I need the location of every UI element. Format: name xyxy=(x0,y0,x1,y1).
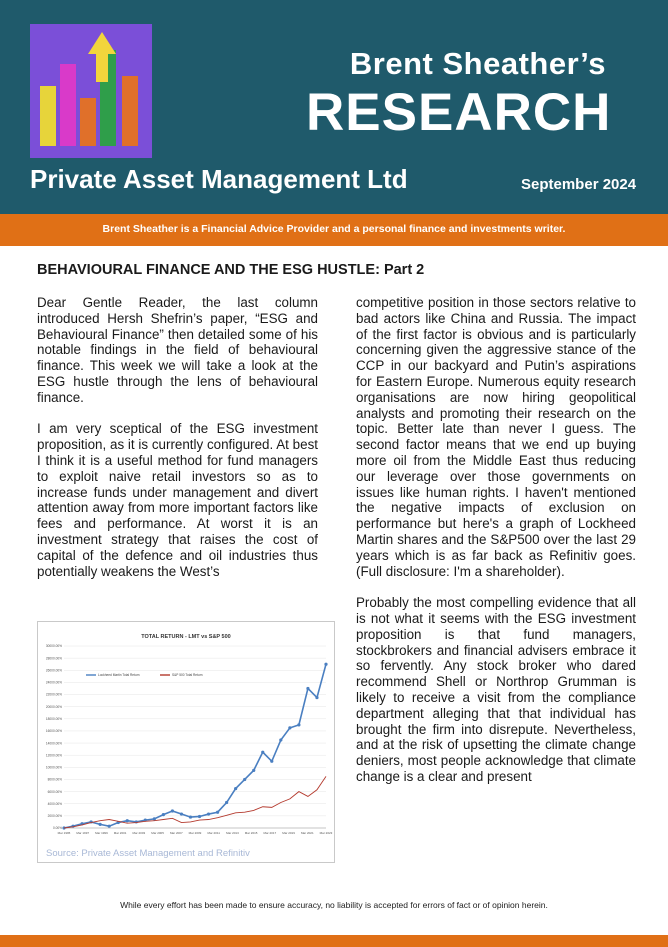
data-point xyxy=(234,787,237,790)
x-tick-label: Mar 1995 xyxy=(57,831,71,835)
data-point xyxy=(324,663,327,666)
x-tick-label: Mar 2013 xyxy=(226,831,239,835)
y-tick-label: 0.00% xyxy=(52,826,62,831)
x-tick-label: Mar 2011 xyxy=(207,831,220,835)
y-tick-label: 12000.00% xyxy=(45,753,62,758)
series-line xyxy=(64,664,326,828)
y-tick-label: 18000.00% xyxy=(45,717,62,721)
legend-label: S&P 500 Total Return xyxy=(172,673,203,678)
data-point xyxy=(279,738,282,741)
paragraph: Dear Gentle Reader, the last column introduced Hersh Shefrin’s paper, “ESG and Behavioural Finance” then detailed some of his notable findings in the field of behavioural finance. This week we will take a look at the ESG hustle through the lens of behavioural finance. xyxy=(37,295,318,405)
y-tick-label: 30000.00% xyxy=(45,644,62,649)
brand-name: Brent Sheather’s xyxy=(349,46,606,81)
y-tick-label: 24000.00% xyxy=(45,680,62,685)
data-point xyxy=(252,769,255,772)
data-point xyxy=(288,726,291,729)
data-point xyxy=(306,687,309,690)
chart-title: TOTAL RETURN - LMT vs S&P 500 xyxy=(141,634,231,640)
y-tick-label: 6000.00% xyxy=(47,789,62,794)
series-line xyxy=(64,776,326,828)
company-name: Private Asset Management Ltd xyxy=(30,164,408,194)
tagline: Brent Sheather is a Financial Advice Provider and a personal finance and investments writer. xyxy=(102,223,566,235)
data-point xyxy=(207,812,210,815)
x-tick-label: Mar 2021 xyxy=(300,831,314,835)
x-tick-label: Mar 2009 xyxy=(188,831,202,835)
data-point xyxy=(99,823,102,826)
y-tick-label: 2000.00% xyxy=(47,814,62,819)
data-point xyxy=(198,815,201,818)
y-tick-label: 10000.00% xyxy=(45,765,62,770)
paragraph: competitive position in those sectors relative to bad actors like China and Russia. The impact of the first factor is obvious and is particularly concerning given the aggressive stance of the CCP in our backyard and Putin’s aspirations for Eastern Europe. Numerous equity research organisations are now hiring geopolitical analysts and promoting their research on the topic. Better late than never I guess. The second factor means that we end up buying more oil from the Middle East thus reducing our leverage over those governments on issues like human rights. I haven't mentioned the negative impacts of exclusion on performance but here's a graph of Lockheed Martin shares and the S&P500 over the last 29 years which is as far back as Refinitiv goes. (Full disclosure: I'm a shareholder). xyxy=(356,295,636,579)
data-point xyxy=(225,801,228,804)
data-point xyxy=(243,778,246,781)
disclaimer: While every effort has been made to ensure accuracy, no liability is accepted for errors of fact or of opinion herein. xyxy=(120,900,548,910)
y-tick-label: 22000.00% xyxy=(45,692,62,697)
data-point xyxy=(261,751,264,754)
x-tick-label: Mar 2023 xyxy=(319,831,333,835)
data-point xyxy=(189,815,192,818)
article-title: BEHAVIOURAL FINANCE AND THE ESG HUSTLE: Part 2 xyxy=(37,262,425,278)
x-tick-label: Mar 1997 xyxy=(76,831,90,835)
data-point xyxy=(315,696,318,699)
x-tick-label: Mar 2017 xyxy=(263,831,277,835)
y-axis-ticks xyxy=(46,644,62,830)
data-point xyxy=(171,809,174,812)
masthead xyxy=(0,0,668,214)
chart-svg xyxy=(38,622,334,862)
chart-series xyxy=(62,663,327,830)
data-point xyxy=(108,825,111,828)
paragraph: Probably the most compelling evidence that all is not what it seems with the ESG investment proposition is that fund managers, stockbrokers and financial advisers embrace it so fervently. Any stock broker who dared recommend Shell or Northrop Grumman is likely to receive a visit from the compliance department alleging that that individual has brought the firm into disrepute. Nevertheless, and at the risk of upsetting the climate change deniers, most people acknowledge that climate change is a clear and present xyxy=(356,595,636,784)
legend-label: Lockheed Martin Total Return xyxy=(98,673,140,678)
data-point xyxy=(162,813,165,816)
y-tick-label: 16000.00% xyxy=(45,729,62,734)
x-axis-ticks xyxy=(58,828,333,835)
y-tick-label: 26000.00% xyxy=(45,668,62,673)
paragraph: I am very sceptical of the ESG investment proposition, as it is currently configured. At best I think it is a useful method for fund managers to exploit naive retail investors so as to increase funds under management and divert attention away from more important factors like fees and performance. At worst it is an investment strategy that raises the cost of capital of the defence and oil industries thus potentially weakens the West’s xyxy=(37,421,318,579)
issue-date: September 2024 xyxy=(521,176,637,193)
data-point xyxy=(270,760,273,763)
data-point xyxy=(180,812,183,815)
chart-legend xyxy=(86,673,203,677)
bar-chart-figures-icon xyxy=(30,24,152,158)
y-tick-label: 14000.00% xyxy=(45,741,62,746)
x-tick-label: Mar 2005 xyxy=(151,831,164,835)
data-point xyxy=(126,819,129,822)
x-tick-label: Mar 2001 xyxy=(113,831,127,835)
x-tick-label: Mar 1999 xyxy=(95,831,108,835)
total-return-chart xyxy=(37,621,335,863)
data-point xyxy=(297,723,300,726)
y-tick-label: 28000.00% xyxy=(45,656,62,661)
page-title: RESEARCH xyxy=(306,83,612,142)
y-tick-label: 4000.00% xyxy=(47,801,62,806)
x-tick-label: Mar 2003 xyxy=(132,831,146,835)
x-tick-label: Mar 2007 xyxy=(169,831,183,835)
article-column-1 xyxy=(37,295,318,595)
tagline-strip xyxy=(0,214,668,246)
article-column-2 xyxy=(356,295,636,801)
chart-source: Source: Private Asset Management and Refinitiv xyxy=(46,848,250,859)
x-tick-label: Mar 2015 xyxy=(244,831,258,835)
y-tick-label: 20000.00% xyxy=(45,704,62,709)
bottom-bar xyxy=(0,935,668,947)
data-point xyxy=(216,811,219,814)
data-point xyxy=(153,817,156,820)
y-tick-label: 8000.00% xyxy=(47,777,62,782)
x-tick-label: Mar 2019 xyxy=(282,831,295,835)
